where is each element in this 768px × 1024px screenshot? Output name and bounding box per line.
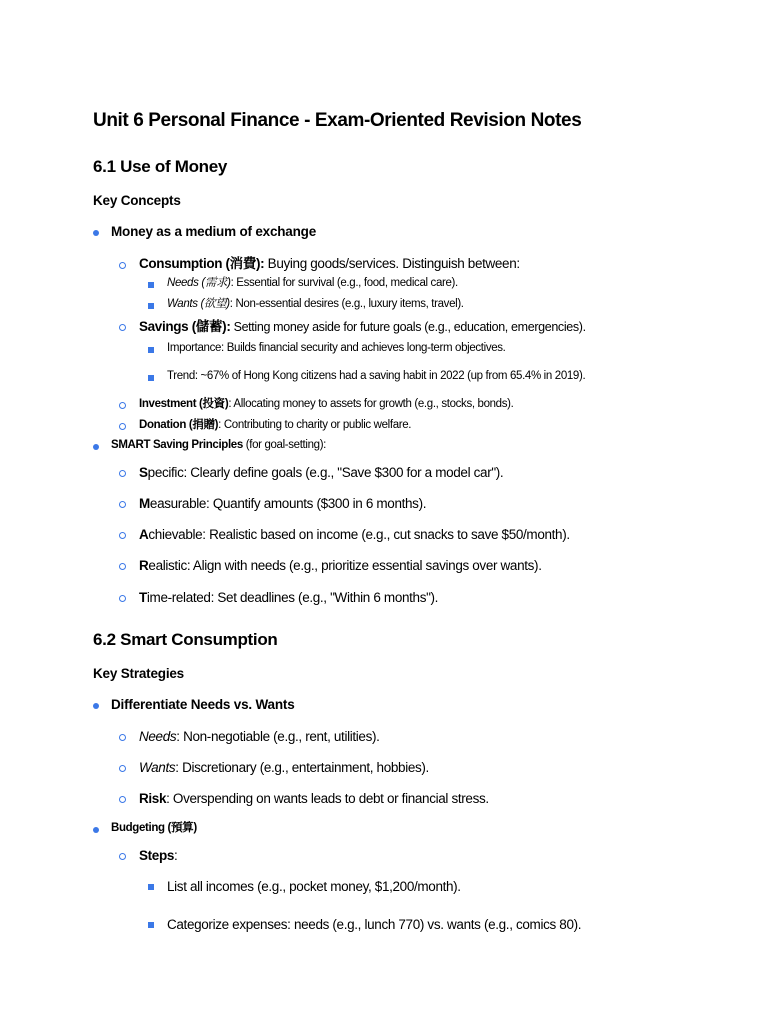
bullet-circle-icon [119, 262, 126, 269]
bullet-square-icon [148, 347, 154, 353]
bullet-square-icon [148, 303, 154, 309]
bullet-circle-icon [119, 563, 126, 570]
bullet-differentiate: Differentiate Needs vs. Wants [111, 697, 295, 712]
bullet-circle-icon [119, 532, 126, 539]
text-needs: : Essential for survival (e.g., food, medical care). [230, 277, 458, 289]
smart-letter-a: A [139, 527, 149, 542]
smart-letter-r: R [139, 558, 149, 573]
bullet-circle-icon [119, 324, 126, 331]
smart-achievable [139, 528, 570, 542]
item-wants-2 [139, 761, 429, 775]
bullet-budgeting: Budgeting (預算) [111, 822, 197, 834]
term-risk: Risk [139, 791, 167, 806]
term-investment: Investment (投資) [139, 398, 229, 410]
text-risk: : Overspending on wants leads to debt or financial stress. [166, 791, 489, 806]
smart-text-r: ealistic: Align with needs (e.g., prioritize essential savings over wants). [148, 558, 542, 573]
bullet-circle-icon [119, 595, 126, 602]
subheading-key-concepts: Key Concepts [93, 193, 181, 208]
term-savings: Savings (儲蓄): [139, 319, 231, 334]
bullet-square-icon [148, 922, 154, 928]
bullet-circle-icon [119, 501, 126, 508]
item-wants [167, 299, 464, 311]
bullet-circle-icon [119, 423, 126, 430]
bullet-money-exchange: Money as a medium of exchange [111, 224, 317, 239]
term-wants-2: Wants [139, 760, 176, 775]
text-smart: (for goal-setting): [242, 439, 327, 451]
bullet-dot-icon [93, 230, 99, 236]
bullet-circle-icon [119, 765, 126, 772]
item-steps [139, 849, 177, 863]
bullet-circle-icon [119, 796, 126, 803]
term-donation: Donation (捐贈) [139, 419, 219, 431]
item-categorize: Categorize expenses: needs (e.g., lunch 770) vs. wants (e.g., comics 80). [167, 917, 582, 932]
document-title: Unit 6 Personal Finance - Exam-Oriented Revision Notes [93, 110, 582, 131]
section-heading-6-1: 6.1 Use of Money [93, 157, 228, 176]
smart-text-a: chievable: Realistic based on income (e.g., cut snacks to save $50/month). [148, 527, 570, 542]
smart-text-s: pecific: Clearly define goals (e.g., "Save $300 for a model car"). [147, 465, 504, 480]
term-consumption: Consumption (消費): [139, 256, 265, 271]
bullet-circle-icon [119, 853, 126, 860]
term-smart: SMART Saving Principles [111, 439, 243, 451]
bullet-dot-icon [93, 827, 99, 833]
item-list-incomes: List all incomes (e.g., pocket money, $1,200/month). [167, 879, 461, 894]
text-steps: : [174, 848, 178, 863]
subheading-key-strategies: Key Strategies [93, 666, 184, 681]
item-importance: Importance: Builds financial security and achieves long-term objectives. [167, 342, 506, 354]
text-donation: : Contributing to charity or public welfare. [218, 419, 412, 431]
smart-letter-t: T [139, 590, 147, 605]
item-risk [139, 792, 489, 806]
bullet-square-icon [148, 282, 154, 288]
bullet-dot-icon [93, 444, 99, 450]
item-needs [167, 278, 458, 290]
item-consumption [139, 257, 520, 271]
bullet-square-icon [148, 375, 154, 381]
smart-time-related [139, 591, 438, 605]
smart-text-t: ime-related: Set deadlines (e.g., "Within 6 months"). [146, 590, 439, 605]
term-needs-2: Needs [139, 729, 177, 744]
item-investment [139, 399, 513, 411]
item-smart-principles [111, 440, 326, 452]
section-heading-6-2: 6.2 Smart Consumption [93, 630, 278, 649]
smart-measurable [139, 497, 426, 511]
term-needs: Needs (需求) [167, 277, 231, 289]
bullet-square-icon [148, 884, 154, 890]
text-investment: : Allocating money to assets for growth (e.g., stocks, bonds). [228, 398, 514, 410]
text-needs-2: : Non-negotiable (e.g., rent, utilities). [176, 729, 380, 744]
item-donation [139, 420, 411, 432]
smart-specific [139, 466, 503, 480]
item-savings [139, 320, 586, 334]
term-wants: Wants (欲望) [167, 298, 230, 310]
bullet-circle-icon [119, 470, 126, 477]
bullet-dot-icon [93, 703, 99, 709]
text-wants-2: : Discretionary (e.g., entertainment, hobbies). [175, 760, 429, 775]
smart-realistic [139, 559, 542, 573]
text-consumption: Buying goods/services. Distinguish between: [264, 256, 520, 271]
term-steps: Steps [139, 848, 175, 863]
text-wants: : Non-essential desires (e.g., luxury items, travel). [229, 298, 464, 310]
smart-letter-s: S [139, 465, 148, 480]
item-needs-2 [139, 730, 380, 744]
smart-text-m: easurable: Quantify amounts ($300 in 6 months). [149, 496, 427, 511]
bullet-circle-icon [119, 402, 126, 409]
smart-letter-m: M [139, 496, 150, 511]
item-trend: Trend: ~67% of Hong Kong citizens had a saving habit in 2022 (up from 65.4% in 2019). [167, 370, 586, 382]
bullet-circle-icon [119, 734, 126, 741]
text-savings: Setting money aside for future goals (e.g., education, emergencies). [230, 320, 586, 334]
